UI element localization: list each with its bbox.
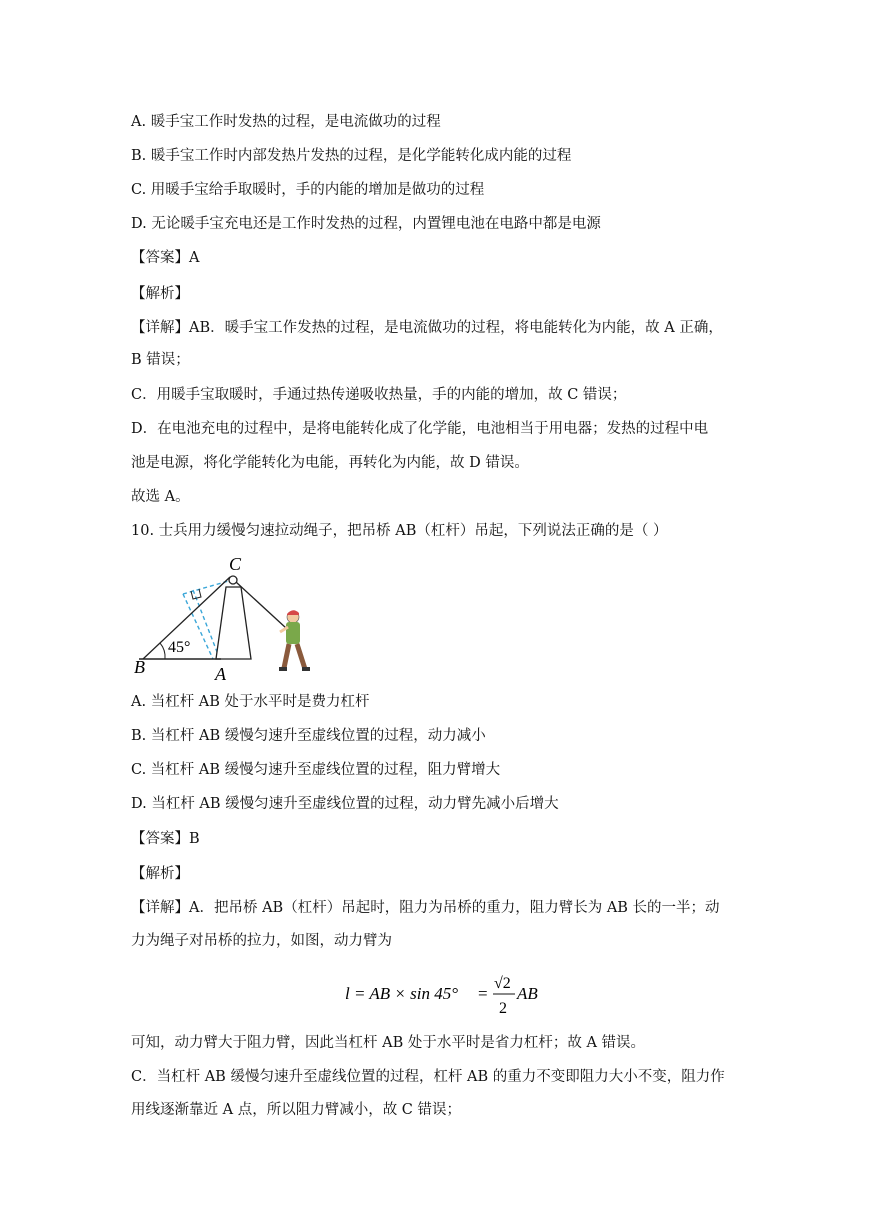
label-b: B <box>134 657 145 677</box>
formula-denominator: 2 <box>499 1000 507 1017</box>
q9-option-b: B. 暖手宝工作时内部发热片发热的过程，是化学能转化成内能的过程 <box>131 148 572 164</box>
formula-equals: = <box>478 984 488 1003</box>
soldier-icon <box>279 610 310 671</box>
q10-option-a: A. 当杠杆 AB 处于水平时是费力杠杆 <box>131 694 370 710</box>
q10-option-b: B. 当杠杆 AB 缓慢匀速升至虚线位置的过程，动力减小 <box>131 728 486 744</box>
q10-detail-line-5: 用线逐渐靠近 A 点，所以阻力臂减小，故 C 错误； <box>131 1102 462 1118</box>
q9-detail-line-3: C．用暖手宝取暖时，手通过热传递吸收热量，手的内能的增加，故 C 错误； <box>131 387 627 403</box>
label-c: C <box>229 554 242 574</box>
q9-analysis-heading: 【解析】 <box>131 286 189 302</box>
q9-option-c: C. 用暖手宝给手取暖时，手的内能的增加是做功的过程 <box>131 182 485 198</box>
angle-arc <box>160 643 165 659</box>
q10-option-c: C. 当杠杆 AB 缓慢匀速升至虚线位置的过程，阻力臂增大 <box>131 762 501 778</box>
power-arm-formula <box>345 966 545 1022</box>
tower <box>216 587 251 659</box>
q10-detail-line-1: 【详解】A．把吊桥 AB（杠杆）吊起时，阻力为吊桥的重力，阻力臂长为 AB 长的一半；动 <box>131 900 720 916</box>
q10-stem: 10. 士兵用力缓慢匀速拉动绳子，把吊桥 AB（杠杆）吊起，下列说法正确的是（ ） <box>131 523 668 539</box>
q10-detail-line-2: 力为绳子对吊桥的拉力，如图，动力臂为 <box>131 933 392 949</box>
angle-label: 45° <box>168 639 191 656</box>
q9-detail-line-2: B 错误； <box>131 352 190 368</box>
q10-detail-line-3: 可知，动力臂大于阻力臂，因此当杠杆 AB 处于水平时是省力杠杆；故 A 错误。 <box>131 1035 646 1051</box>
q9-answer: 【答案】A <box>131 250 200 266</box>
pulley <box>229 576 237 584</box>
q10-analysis-heading: 【解析】 <box>131 866 189 882</box>
q9-conclusion: 故选 A。 <box>131 489 190 505</box>
q9-detail-line-4: D．在电池充电的过程中，是将电能转化成了化学能，电池相当于用电器；发热的过程中电 <box>131 421 709 437</box>
formula-rhs: AB <box>517 984 538 1003</box>
q10-answer: 【答案】B <box>131 831 200 847</box>
q10-option-d: D. 当杠杆 AB 缓慢匀速升至虚线位置的过程，动力臂先减小后增大 <box>131 796 559 812</box>
formula-sqrt: √2 <box>494 975 511 992</box>
drawbridge-figure <box>131 553 316 683</box>
q9-detail-line-1: 【详解】AB．暖手宝工作发热的过程，是电流做功的过程，将电能转化为内能，故 A 正确， <box>131 320 723 336</box>
q9-detail-line-5: 池是电源，将化学能转化为电能，再转化为内能，故 D 错误。 <box>131 455 529 471</box>
label-a: A <box>215 664 226 683</box>
q10-detail-line-4: C．当杠杆 AB 缓慢匀速升至虚线位置的过程，杠杆 AB 的重力不变即阻力大小不变，阻力作 <box>131 1069 725 1085</box>
formula-lhs: l = AB × sin 45° <box>345 984 459 1003</box>
q9-option-d: D. 无论暖手宝充电还是工作时发热的过程，内置锂电池在电路中都是电源 <box>131 216 601 232</box>
q9-option-a: A. 暖手宝工作时发热的过程，是电流做功的过程 <box>131 114 441 130</box>
